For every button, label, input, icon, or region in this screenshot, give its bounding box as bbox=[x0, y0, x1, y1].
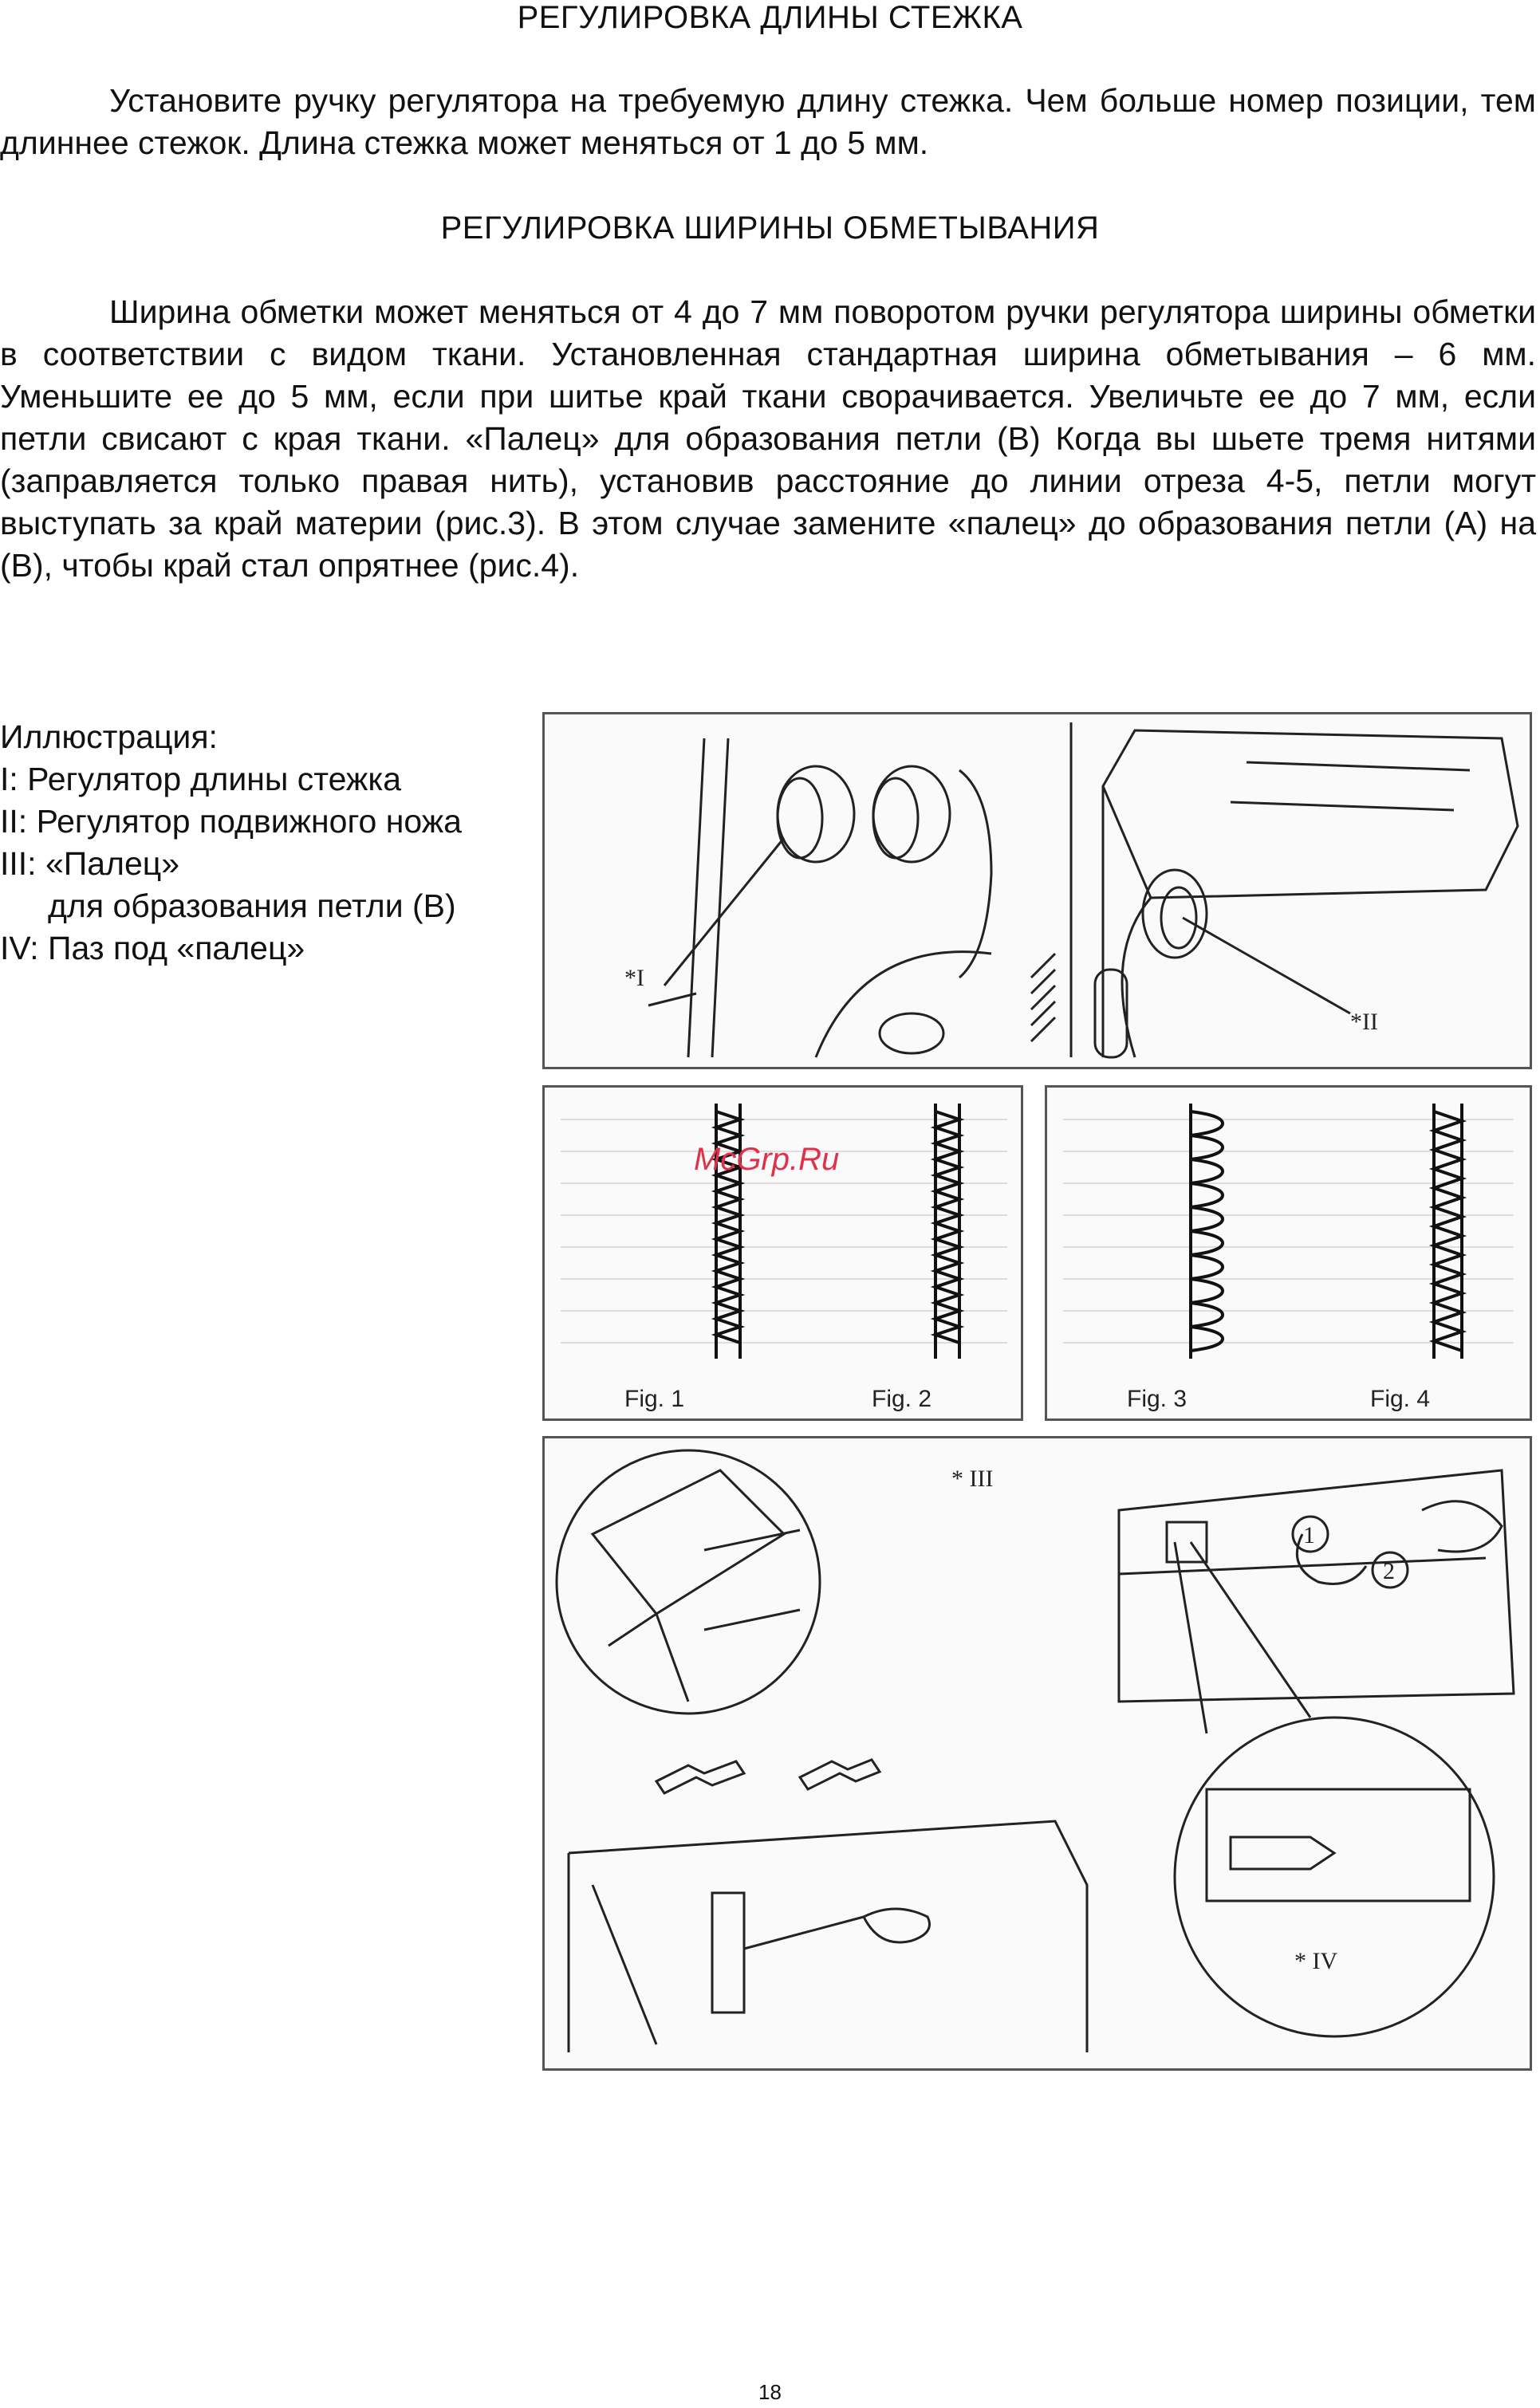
page-number: 18 bbox=[758, 2380, 782, 2404]
callout-iii: * III bbox=[951, 1466, 994, 1492]
figure-finger-panel bbox=[542, 1436, 1532, 2071]
fig-1-label: Fig. 1 bbox=[624, 1386, 685, 1412]
callout-iv: * IV bbox=[1294, 1948, 1338, 1974]
callout-i: *I bbox=[624, 965, 644, 991]
legend-item-1: I: Регулятор длины стежка bbox=[0, 761, 401, 797]
watermark: McGrp.Ru bbox=[694, 1142, 840, 1177]
fig-3-label: Fig. 3 bbox=[1127, 1386, 1187, 1412]
stitch-figs-1-2 bbox=[545, 1088, 1021, 1418]
figure-stitch-panel-1-2 bbox=[542, 1085, 1023, 1421]
heading-overlock-width: РЕГУЛИРОВКА ШИРИНЫ ОБМЕТЫВАНИЯ bbox=[440, 211, 1100, 246]
paragraph-stitch-length: Установите ручку регулятора на требуемую длину стежка. Чем больше номер позиции, тем длиннее стежок. Длина стежка может меняться от 1 до 5 мм. bbox=[0, 82, 1536, 161]
legend-item-3: III: «Палец» bbox=[0, 845, 180, 882]
fig-2-label: Fig. 2 bbox=[872, 1386, 932, 1412]
illustration-legend bbox=[0, 716, 542, 970]
legend-item-3-continued: для образования петли (В) bbox=[48, 887, 456, 924]
finger-illustration bbox=[545, 1438, 1530, 2068]
heading-stitch-length: РЕГУЛИРОВКА ДЛИНЫ СТЕЖКА bbox=[517, 0, 1023, 35]
fig-4-label: Fig. 4 bbox=[1370, 1386, 1431, 1412]
step-2-number: 2 bbox=[1383, 1558, 1395, 1584]
paragraph-overlock-width: Ширина обметки может меняться от 4 до 7 мм поворотом ручки регулятора ширины обметки в соответствии с видом ткани. Установленная стандартная ширина обметывания – 6 мм. Уменьшите ее до 5 мм, если при шитье край ткани сворачивается. Увеличьте ее до 7 мм, если петли свисают с края ткани. «Палец» для образования петли (В) Когда вы шьете тремя нитями (заправляется только правая нить), установив расстояние до линии отреза 4-5, петли могут выступать за край материи (рис.3). В этом случае замените «палец» до образования петли (А) на (В), чтобы край стал опрятнее (рис.4). bbox=[0, 293, 1536, 584]
legend-item-2: II: Регулятор подвижного ножа bbox=[0, 803, 462, 840]
step-1-number: 1 bbox=[1303, 1522, 1315, 1548]
figure-dials-panel bbox=[542, 712, 1532, 1069]
legend-title: Иллюстрация: bbox=[0, 718, 218, 755]
callout-ii: *II bbox=[1350, 1009, 1378, 1035]
legend-item-4: IV: Паз под «палец» bbox=[0, 930, 305, 966]
figure-stitch-panel-3-4 bbox=[1045, 1085, 1532, 1421]
stitch-figs-3-4 bbox=[1047, 1088, 1530, 1418]
dials-illustration bbox=[545, 714, 1530, 1067]
